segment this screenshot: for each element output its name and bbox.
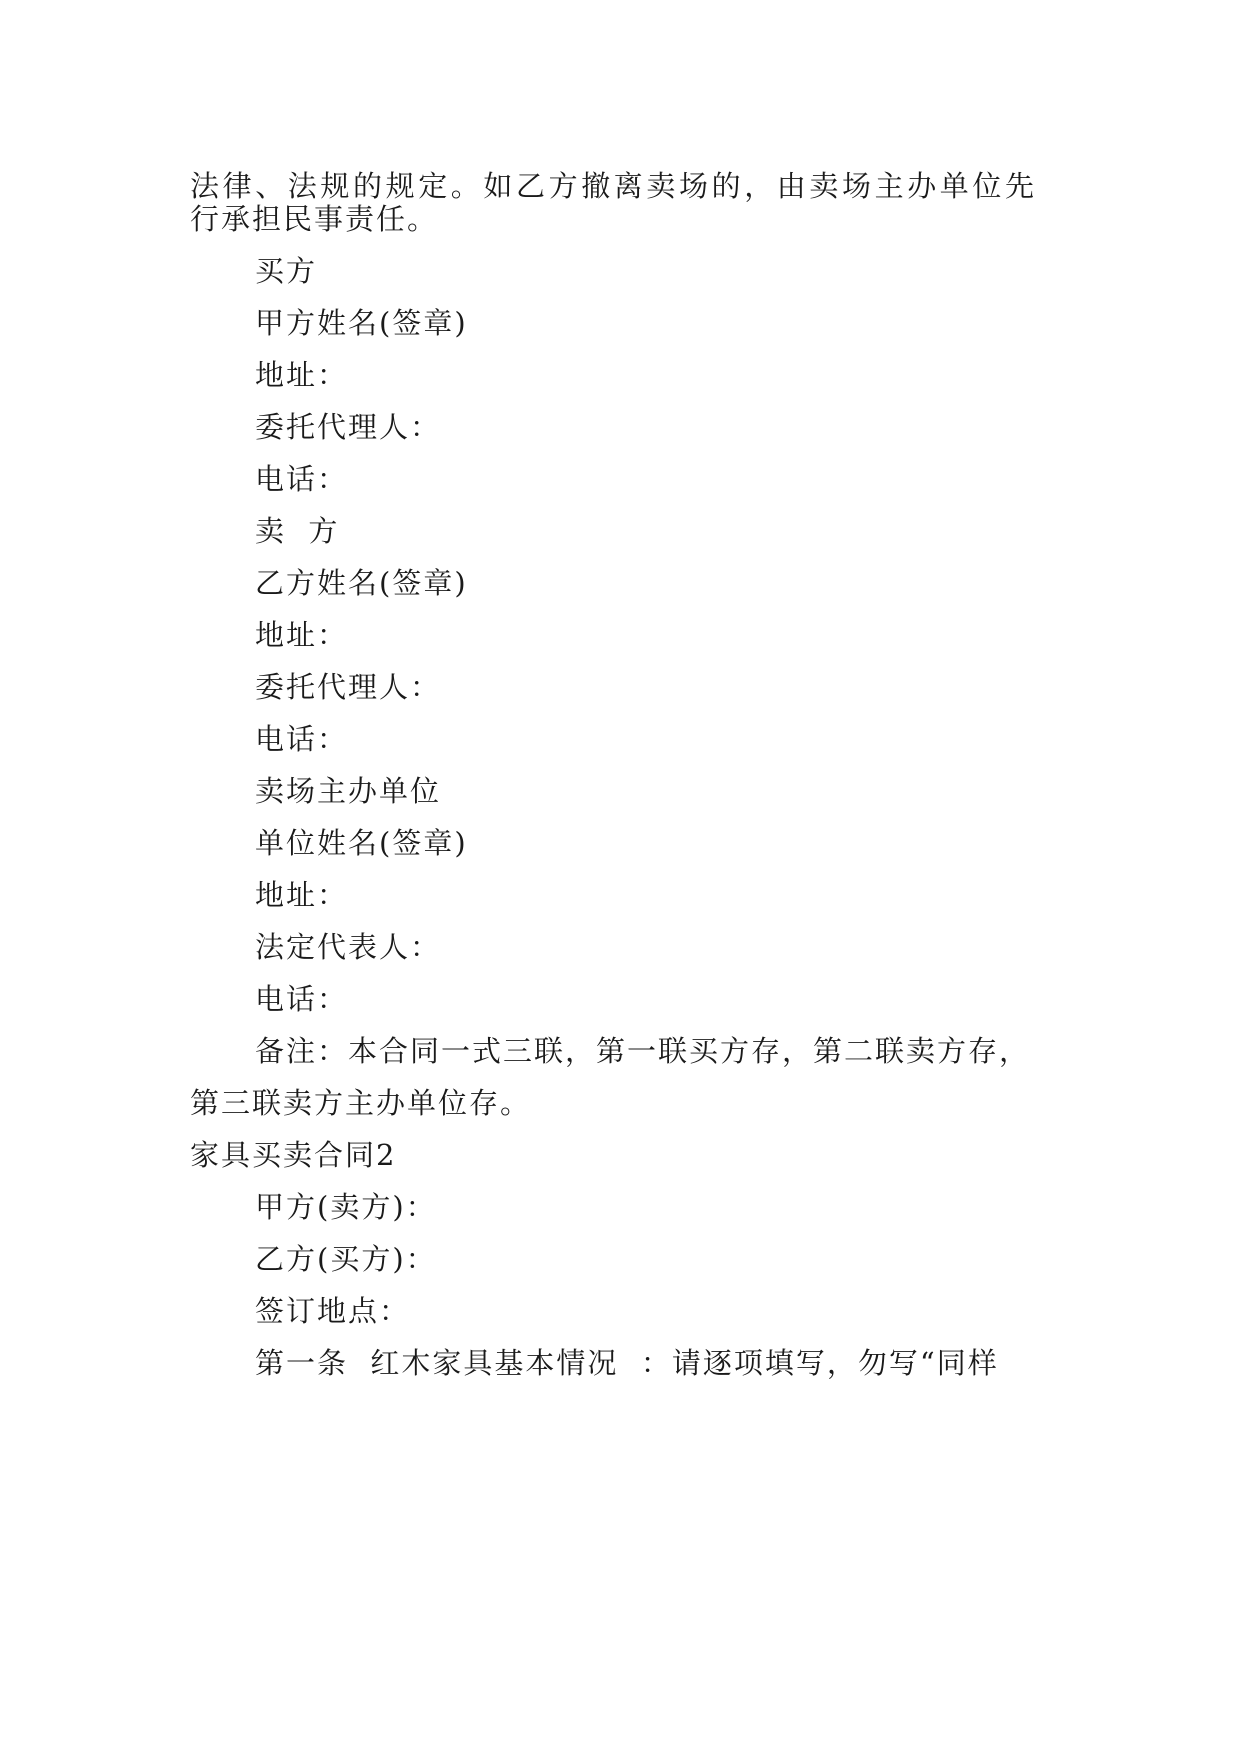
buyer-name-field: 甲方姓名(签章) <box>255 306 468 340</box>
remark-line: 备注：本合同一式三联，第一联买方存，第二联卖方存， <box>255 1034 1031 1068</box>
paragraph-line: 法律、法规的规定。如乙方撤离卖场的，由卖场主办单位先 <box>190 169 1038 203</box>
organizer-representative-field: 法定代表人： <box>255 930 442 964</box>
seller-heading: 卖 方 <box>255 514 340 548</box>
buyer-agent-field: 委托代理人： <box>255 410 442 444</box>
organizer-name-field: 单位姓名(签章) <box>255 826 468 860</box>
party-b-field: 乙方(买方)： <box>255 1242 437 1276</box>
organizer-heading: 卖场主办单位 <box>255 774 442 808</box>
buyer-heading: 买方 <box>255 254 318 288</box>
seller-agent-field: 委托代理人： <box>255 670 442 704</box>
article-one-line: 第一条 红木家具基本情况 ：请逐项填写，勿写“同样 <box>255 1346 999 1380</box>
remark-line-continued: 第三联卖方主办单位存。 <box>190 1086 532 1120</box>
signing-location-field: 签订地点： <box>255 1294 411 1328</box>
party-a-field: 甲方(卖方)： <box>255 1190 437 1224</box>
paragraph-line: 行承担民事责任。 <box>190 202 439 236</box>
section-title: 家具买卖合同2 <box>190 1138 397 1172</box>
seller-phone-field: 电话： <box>255 722 349 756</box>
buyer-address-field: 地址： <box>255 358 349 392</box>
seller-name-field: 乙方姓名(签章) <box>255 566 468 600</box>
organizer-phone-field: 电话： <box>255 982 349 1016</box>
organizer-address-field: 地址： <box>255 878 349 912</box>
buyer-phone-field: 电话： <box>255 462 349 496</box>
seller-address-field: 地址： <box>255 618 349 652</box>
